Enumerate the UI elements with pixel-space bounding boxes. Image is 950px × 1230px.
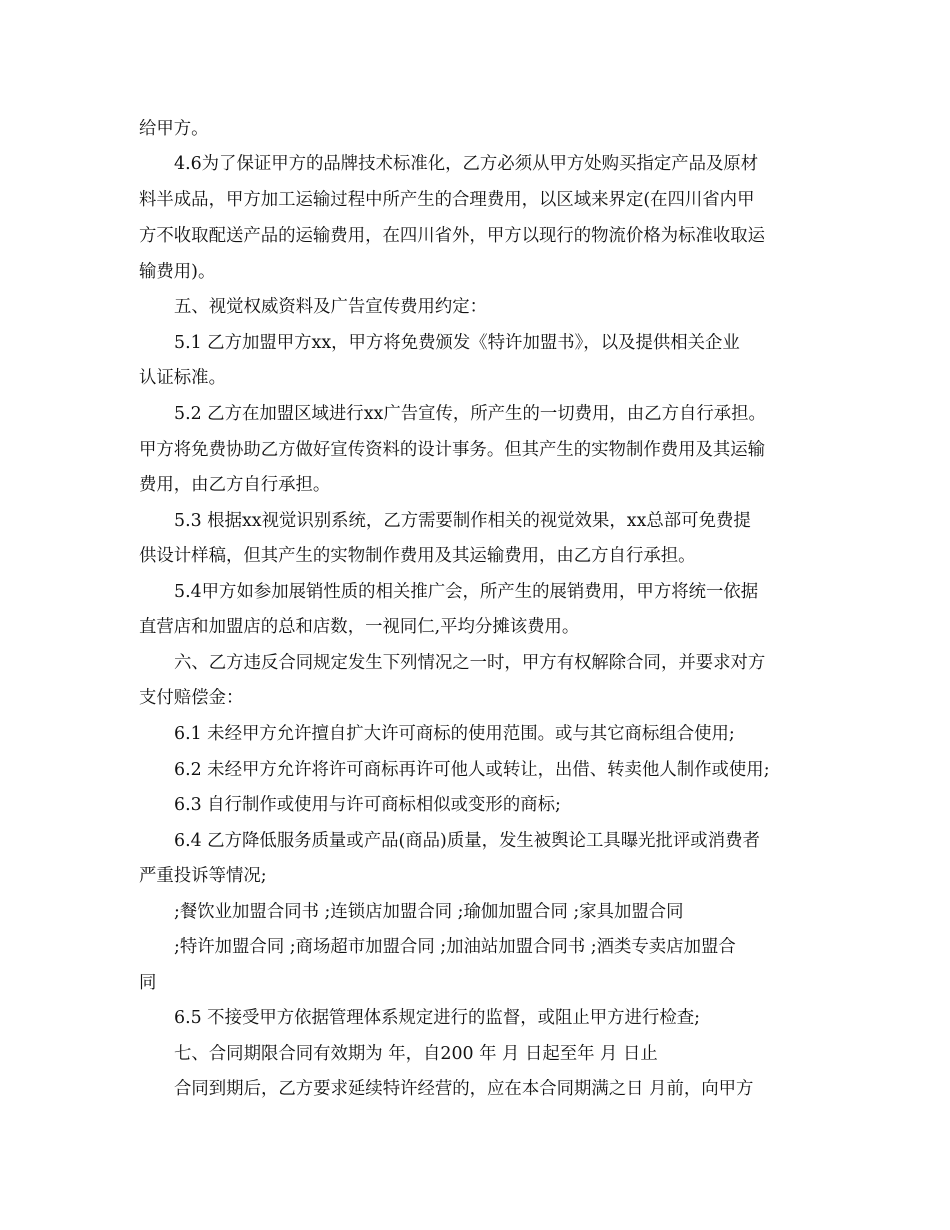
clause-4-6: 4.6为了保证甲方的品牌技术标准化，乙方必须从甲方处购买指定产品及原材 xyxy=(174,154,759,174)
text-line: 支付赔偿金： xyxy=(139,688,244,708)
clause-6-5: 6.5 不接受甲方依据管理体系规定进行的监督，或阻止甲方进行检查; xyxy=(174,1008,700,1028)
clause-6-3: 6.3 自行制作或使用与许可商标相似或变形的商标; xyxy=(174,795,561,815)
clause-6-4: 6.4 乙方降低服务质量或产品(商品)质量，发生被舆论工具曝光批评或消费者 xyxy=(174,831,760,851)
section-heading-7: 七、合同期限合同有效期为 年，自200 年 月 日起至年 月 日止 xyxy=(174,1044,658,1064)
clause-5-1: 5.1 乙方加盟甲方xx，甲方将免费颁发《特许加盟书》，以及提供相关企业 xyxy=(174,333,740,353)
text-line: 输费用)。 xyxy=(139,262,216,282)
related-contracts-line: ;特许加盟合同 ;商场超市加盟合同 ;加油站加盟合同书 ;酒类专卖店加盟合 xyxy=(174,937,736,957)
clause-6-1: 6.1 未经甲方允许擅自扩大许可商标的使用范围。或与其它商标组合使用; xyxy=(174,724,735,744)
clause-5-4: 5.4甲方如参加展销性质的相关推广会，所产生的展销费用，甲方将统一依据 xyxy=(174,582,759,602)
text-line: 给甲方。 xyxy=(139,119,209,139)
section-heading-5: 五、视觉权威资料及广告宣传费用约定： xyxy=(174,297,488,317)
clause-5-3: 5.3 根据xx视觉识别系统，乙方需要制作相关的视觉效果，xx总部可免费提 xyxy=(174,511,751,531)
text-line: 费用，由乙方自行承担。 xyxy=(139,475,331,495)
text-line: 甲方将免费协助乙方做好宣传资料的设计事务。但其产生的实物制作费用及其运输 xyxy=(139,440,766,460)
text-line: 方不收取配送产品的运输费用，在四川省外，甲方以现行的物流价格为标准收取运 xyxy=(139,226,766,246)
related-contracts-line: ;餐饮业加盟合同书 ;连锁店加盟合同 ;瑜伽加盟合同 ;家具加盟合同 xyxy=(174,902,684,922)
text-line: 同 xyxy=(139,973,157,993)
text-line: 认证标准。 xyxy=(139,368,226,388)
text-line: 严重投诉等情况; xyxy=(139,866,267,886)
text-line: 供设计样稿，但其产生的实物制作费用及其运输费用，由乙方自行承担。 xyxy=(139,546,696,566)
text-line: 直营店和加盟店的总和店数，一视同仁,平均分摊该费用。 xyxy=(139,617,580,637)
clause-5-2: 5.2 乙方在加盟区域进行xx广告宣传，所产生的一切费用，由乙方自行承担。 xyxy=(174,404,766,424)
section-heading-6: 六、乙方违反合同规定发生下列情况之一时，甲方有权解除合同，并要求对方 xyxy=(174,653,766,673)
clause-6-2: 6.2 未经甲方允许将许可商标再许可他人或转让，出借、转卖他人制作或使用; xyxy=(174,760,770,780)
text-line: 料半成品，甲方加工运输过程中所产生的合理费用，以区域来界定(在四川省内甲 xyxy=(139,190,755,210)
text-line: 合同到期后，乙方要求延续特许经营的，应在本合同期满之日 月前，向甲方 xyxy=(174,1079,754,1099)
